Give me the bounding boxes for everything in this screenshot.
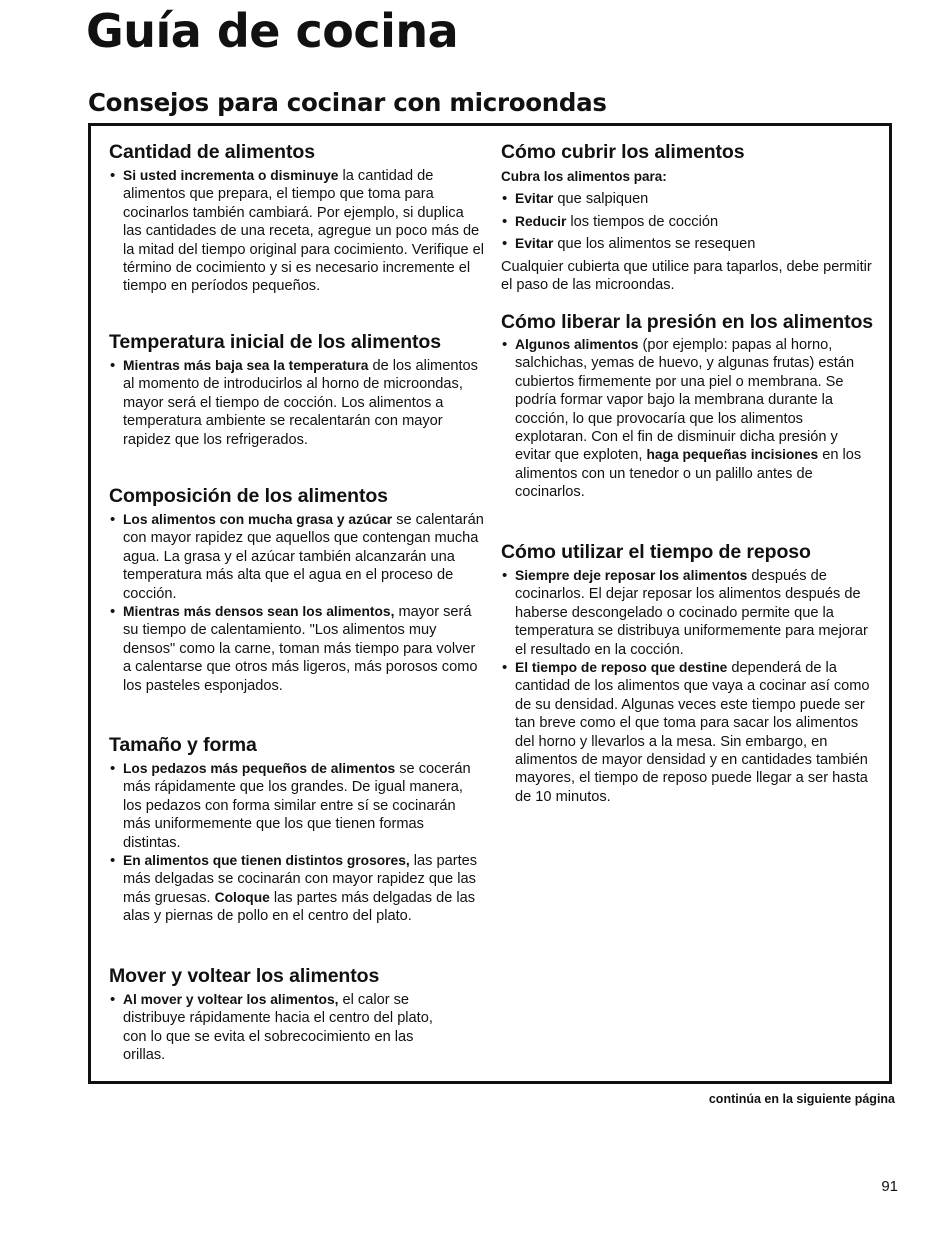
bold-lead: Reducir [515,213,567,229]
paragraph: Cualquier cubierta que utilice para taparlos, debe permitir el paso de las microondas. [501,258,872,293]
bold-inline: Coloque [214,889,270,905]
section-heading: Cómo utilizar el tiempo de reposo [501,541,811,563]
item-text: el calor se distribuye rápidamente hacia el centro del plato, con lo que se evita el sobrecocimiento en las orillas. [123,992,433,1064]
bold-lead: Al mover y voltear los alimentos, [123,992,339,1007]
bold-lead: En alimentos que tienen distintos grosores, [123,853,410,869]
bold-lead: Mientras más baja sea la temperatura [123,358,369,373]
item-text: dependerá de la cantidad de los alimentos que vaya a cocinar así como de su densidad. Algunas veces este tiempo puede ser tan breve como el que toma para sacar los alimentos del horno y llevarlos a la mesa. Sin embargo, en alimentos de mayor densidad y en cantidades también mayores, el tiempo de reposo puede llegar a ser hasta de 10 minutos. [515,660,870,805]
bold-lead: Evitar [515,236,554,251]
bold-inline: haga pequeñas incisiones [646,447,819,463]
section-heading: Cómo liberar la presión en los alimentos [501,311,874,333]
list-item [501,233,876,256]
section-heading: Tamaño y forma [109,734,257,756]
item-text: se cocerán más rápidamente que los grandes. De igual manera, los pedazos con forma similar entre sí se cocinarán más uniformemente que los que tienen formas distintas. [123,761,471,851]
section-cantidad [109,142,485,296]
section-reposo [501,542,876,806]
list-item [109,603,485,695]
section-composicion [109,486,485,695]
list-item [109,357,485,449]
item-text: de los alimentos al momento de introducirlos al horno de microondas, mayor será el tiempo de cocción. Los alimentos a temperatura ambiente se recalentarán con mayor rapidez que los refrigerados. [123,358,478,448]
list-item [109,167,485,296]
page-title: Guía de cocina [86,4,459,58]
item-text: los tiempos de cocción [566,213,719,230]
section-tamano [109,735,485,926]
bold-lead: Siempre deje reposar los alimentos [515,568,748,583]
section-heading: Cantidad de alimentos [109,141,315,163]
continues-note: continúa en la siguiente página [708,1092,895,1106]
list-item [501,567,876,659]
list-item [501,659,876,806]
list-item [501,188,876,211]
bold-lead: Los pedazos más pequeños de alimentos [123,761,396,776]
section-mover [109,966,485,1065]
item-text: la cantidad de alimentos que prepara, el tiempo que toma para cocinarlos también cambiará. Por ejemplo, si duplica las cantidades de una receta, agregue un poco más de la mitad del tiempo original para cocimiento. Verifique el término de cocimiento y si es necesario incremente el tiempo en períodos pequeños. [123,168,484,295]
bold-lead: Algunos alimentos [515,337,639,352]
list-item [501,336,876,502]
page-number: 91 [881,1178,898,1195]
section-heading: Cómo cubrir los alimentos [501,141,745,163]
list-item [109,991,485,1065]
list-item [109,760,485,852]
list-item [109,511,485,603]
section-temperatura [109,332,485,449]
item-text: que salpiquen [553,191,649,207]
section-heading: Composición de los alimentos [109,485,388,507]
list-item [109,852,485,926]
section-cubrir [501,142,876,294]
section-presion [501,312,876,502]
page-subtitle: Consejos para cocinar con microondas [88,88,607,117]
section-heading: Mover y voltear los alimentos [109,965,380,987]
item-text: se calentarán con mayor rapidez que aquellos que contengan mucha agua. La grasa y el azúcar también alcanzarán una temperatura más alta que el agua en el proceso de cocción. [123,512,484,602]
section-subheading: Cubra los alimentos para: [501,169,667,184]
item-text: las partes más delgadas de las alas y piernas de pollo en el centro del plato. [123,889,476,925]
item-text: que los alimentos se resequen [553,236,756,252]
list-item [501,211,876,234]
section-heading: Temperatura inicial de los alimentos [109,331,441,353]
bold-lead: El tiempo de reposo que destine [515,660,728,676]
bold-lead: Mientras más densos sean los alimentos, [123,604,395,620]
item-text: (por ejemplo: papas al horno, salchichas, yemas de huevo, y algunas frutas) están cubiertos firmemente por una piel o membrana. Se podría formar vapor bajo la membrana durante la cocción, lo que provocaría que los alimentos explotaran. Con el fin de disminuir dicha presión y evitar que exploten, [515,337,855,464]
bold-lead: Los alimentos con mucha grasa y azúcar [123,512,393,527]
content-frame [88,123,892,1084]
item-text: en los alimentos con un tenedor o un palillo antes de cocinarlos. [515,447,862,501]
bold-lead: Si usted incrementa o disminuye [123,168,339,183]
bold-lead: Evitar [515,191,554,206]
item-text: las partes más delgadas se cocinarán con mayor rapidez que las más gruesas. [123,853,478,906]
item-text: después de cocinarlos. El dejar reposar los alimentos después de haberse descongelado o cocinado permite que la temperatura se distribuya uniformemente para mejorar el resultado en la cocción. [515,568,868,658]
item-text: mayor será su tiempo de calentamiento. "Los alimentos muy densos" como la carne, toman más tiempo para volver a calentarse que otros más ligeros, más porosos como los pasteles esponjados. [123,604,478,694]
